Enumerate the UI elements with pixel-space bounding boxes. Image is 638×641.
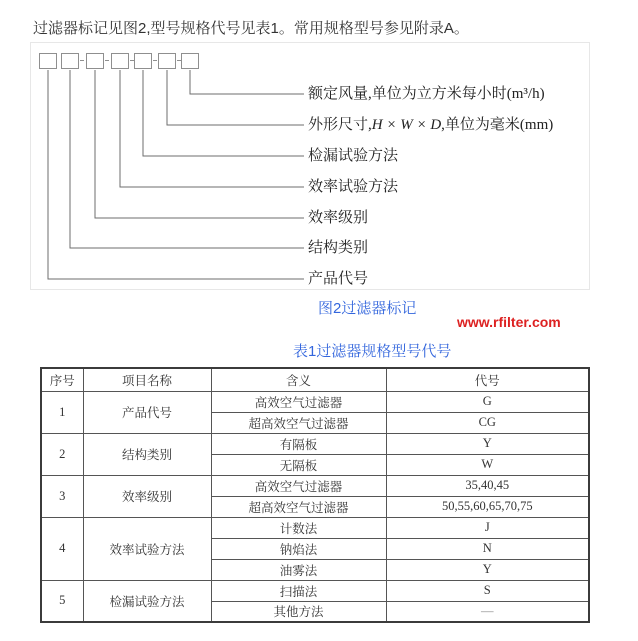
cell-meaning: 超高效空气过滤器 [211,412,386,433]
cell-meaning: 其他方法 [211,601,386,622]
cell-code: 50,55,60,65,70,75 [386,496,589,517]
cell-no: 2 [41,433,83,475]
intro-text: 过滤器标记见图2,型号规格代号见表1。常用规格型号参见附录A。 [33,20,469,37]
cell-code: CG [386,412,589,433]
watermark-url: www.rfilter.com [457,314,561,330]
figure-caption: 图2过滤器标记 [318,300,417,317]
cell-code: W [386,454,589,475]
table-row [41,433,589,454]
cell-meaning: 高效空气过滤器 [211,475,386,496]
table-row [41,517,589,538]
cell-meaning: 油雾法 [211,559,386,580]
table-row [41,391,589,412]
cell-no: 3 [41,475,83,517]
header-code: 代号 [386,368,589,391]
table-row [41,475,589,496]
table-caption: 表1过滤器规格型号代号 [293,343,452,360]
header-meaning: 含义 [211,368,386,391]
cell-name: 效率级别 [83,475,211,517]
cell-code: J [386,517,589,538]
cell-meaning: 扫描法 [211,580,386,601]
header-item-name: 项目名称 [83,368,211,391]
cell-code: G [386,391,589,412]
figure-label-efficiency-grade: 效率级别 [308,210,369,226]
cell-name: 效率试验方法 [83,517,211,580]
figure-label-efficiency-test-method: 效率试验方法 [308,179,399,195]
cell-code: Y [386,559,589,580]
cell-no: 5 [41,580,83,622]
cell-code: 35,40,45 [386,475,589,496]
cell-meaning: 钠焰法 [211,538,386,559]
figure-label-structure-type: 结构类别 [308,240,369,256]
cell-no: 4 [41,517,83,580]
cell-meaning: 无隔板 [211,454,386,475]
cell-name: 结构类别 [83,433,211,475]
figure-label-product-code: 产品代号 [308,271,369,287]
cell-code: Y [386,433,589,454]
filter-marking-figure [30,42,590,290]
figure-label-dimensions: 外形尺寸,H × W × D,单位为毫米(mm) [308,117,554,133]
figure-label-leak-test-method: 检漏试验方法 [308,148,399,164]
cell-no: 1 [41,391,83,433]
table-row [41,580,589,601]
cell-code: N [386,538,589,559]
cell-meaning: 有隔板 [211,433,386,454]
cell-code: — [386,601,589,622]
cell-meaning: 超高效空气过滤器 [211,496,386,517]
figure-label-rated-airflow: 额定风量,单位为立方米每小时(m³/h) [308,86,545,102]
table-header-row [41,368,589,391]
cell-name: 产品代号 [83,391,211,433]
cell-name: 检漏试验方法 [83,580,211,622]
cell-meaning: 计数法 [211,517,386,538]
cell-meaning: 高效空气过滤器 [211,391,386,412]
spec-code-table [40,367,590,623]
header-serial-no: 序号 [41,368,83,391]
cell-code: S [386,580,589,601]
